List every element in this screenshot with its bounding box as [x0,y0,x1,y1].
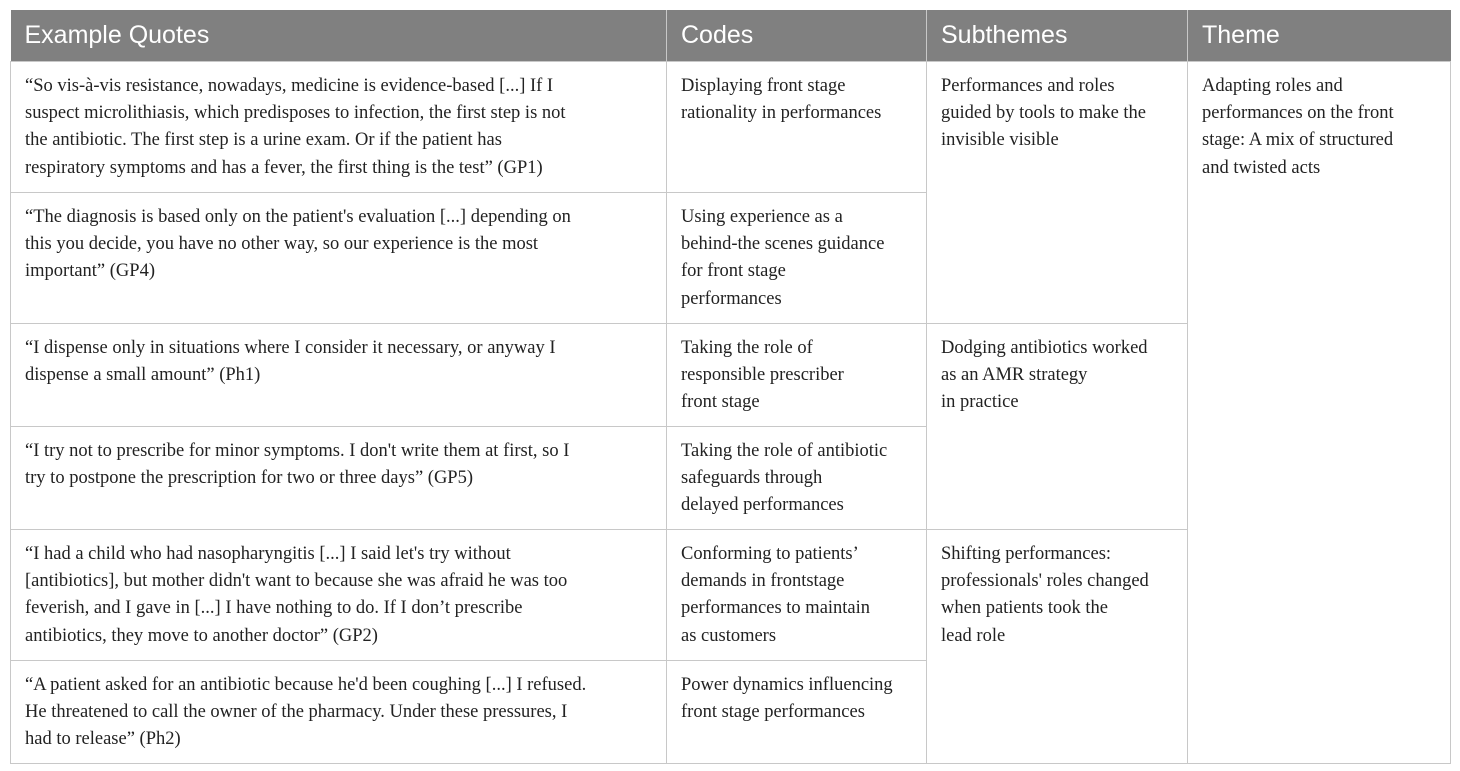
subtheme-cell: Shifting performances: professionals' roles changed when patients took the lead role [927,530,1188,764]
theme-cell: Adapting roles and performances on the front stage: A mix of structured and twisted acts [1188,62,1451,764]
table-row [11,62,1451,193]
quote-cell: “The diagnosis is based only on the patient's evaluation [...] depending on this you decide, you have no other way, so our experience is the most important” (GP4) [11,193,667,324]
quote-cell: “I dispense only in situations where I consider it necessary, or anyway I dispense a small amount” (Ph1) [11,324,667,427]
header-row [11,10,1451,62]
thematic-analysis-table [10,10,1451,764]
code-cell: Conforming to patients’ demands in frontstage performances to maintain as customers [667,530,927,661]
quote-cell: “I try not to prescribe for minor symptoms. I don't write them at first, so I try to postpone the prescription for two or three days” (GP5) [11,427,667,530]
header-example-quotes: Example Quotes [11,10,667,62]
code-cell: Power dynamics influencing front stage performances [667,661,927,764]
subtheme-cell: Dodging antibiotics worked as an AMR strategy in practice [927,324,1188,530]
quote-cell: “A patient asked for an antibiotic because he'd been coughing [...] I refused. He threatened to call the owner of the pharmacy. Under these pressures, I had to release” (Ph2) [11,661,667,764]
header-theme: Theme [1188,10,1451,62]
quote-cell: “So vis-à-vis resistance, nowadays, medicine is evidence-based [...] If I suspect microlithiasis, which predisposes to infection, the first step is not the antibiotic. The first step is a urine exam. Or if the patient has respiratory symptoms and has a fever, the first thing is the test” (GP1) [11,62,667,193]
code-cell: Taking the role of responsible prescriber front stage [667,324,927,427]
code-cell: Taking the role of antibiotic safeguards through delayed performances [667,427,927,530]
code-cell: Displaying front stage rationality in performances [667,62,927,193]
header-subthemes: Subthemes [927,10,1188,62]
code-cell: Using experience as a behind-the scenes guidance for front stage performances [667,193,927,324]
header-codes: Codes [667,10,927,62]
quote-cell: “I had a child who had nasopharyngitis [...] I said let's try without [antibiotics], but mother didn't want to because she was afraid he was too feverish, and I gave in [...] I have nothing to do. If I don’t prescribe antibiotics, they move to another doctor” (GP2) [11,530,667,661]
subtheme-cell: Performances and roles guided by tools to make the invisible visible [927,62,1188,324]
